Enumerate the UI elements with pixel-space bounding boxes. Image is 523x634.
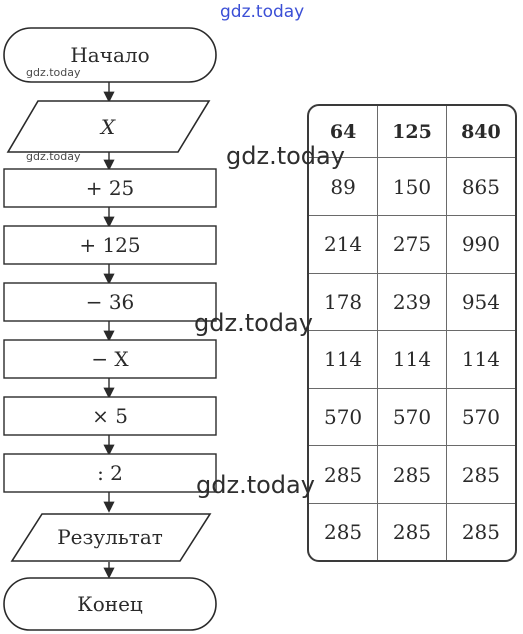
table-row	[309, 273, 515, 331]
watermark-text: gdz.today	[194, 309, 313, 337]
watermark-text: gdz.today	[26, 150, 81, 163]
table-cell: 178	[309, 273, 378, 331]
step-block-4	[4, 340, 216, 378]
table-cell: 990	[446, 215, 515, 273]
header-cell: 125	[378, 106, 447, 158]
table-cell: 285	[378, 504, 447, 561]
watermark-text: gdz.today	[220, 2, 305, 22]
table-cell: 865	[446, 158, 515, 216]
table-row	[309, 504, 515, 561]
step-block-3	[4, 283, 216, 321]
table-cell: 89	[309, 158, 378, 216]
table-cell: 114	[378, 331, 447, 389]
table-cell: 570	[309, 388, 378, 446]
table-row	[309, 215, 515, 273]
table-row	[309, 331, 515, 389]
end-terminator	[4, 578, 216, 630]
table-cell: 275	[378, 215, 447, 273]
step-block-5	[4, 397, 216, 435]
table-cell: 150	[378, 158, 447, 216]
end-label: Конец	[77, 592, 143, 616]
results-table	[307, 104, 517, 562]
output-label: Результат	[57, 525, 163, 549]
step-block-6	[4, 454, 216, 492]
step-label: + 125	[79, 233, 141, 257]
step-label: + 25	[85, 176, 135, 200]
start-label: Начало	[70, 43, 150, 67]
table-cell: 570	[446, 388, 515, 446]
table-row	[309, 388, 515, 446]
header-cell: 840	[446, 106, 515, 158]
table-cell: 570	[378, 388, 447, 446]
step-label: − 36	[85, 290, 135, 314]
watermark-text: gdz.today	[26, 66, 81, 79]
step-block-1	[4, 169, 216, 207]
step-block-2	[4, 226, 216, 264]
table-cell: 285	[378, 446, 447, 504]
header-cell: 64	[309, 106, 378, 158]
table-cell: 285	[309, 446, 378, 504]
table-row	[309, 446, 515, 504]
table-cell: 954	[446, 273, 515, 331]
table-cell: 285	[446, 504, 515, 561]
input-block	[8, 101, 209, 152]
table-cell: 285	[446, 446, 515, 504]
step-label: : 2	[97, 461, 123, 485]
table-cell: 239	[378, 273, 447, 331]
table-cell: 285	[309, 504, 378, 561]
step-label: × 5	[92, 404, 128, 428]
watermark-text: gdz.today	[226, 142, 345, 170]
input-label: X	[100, 115, 116, 139]
table-cell: 114	[309, 331, 378, 389]
watermark-text: gdz.today	[196, 471, 315, 499]
step-label: − X	[91, 347, 129, 371]
table-cell: 214	[309, 215, 378, 273]
output-block	[12, 514, 210, 561]
table-cell: 114	[446, 331, 515, 389]
